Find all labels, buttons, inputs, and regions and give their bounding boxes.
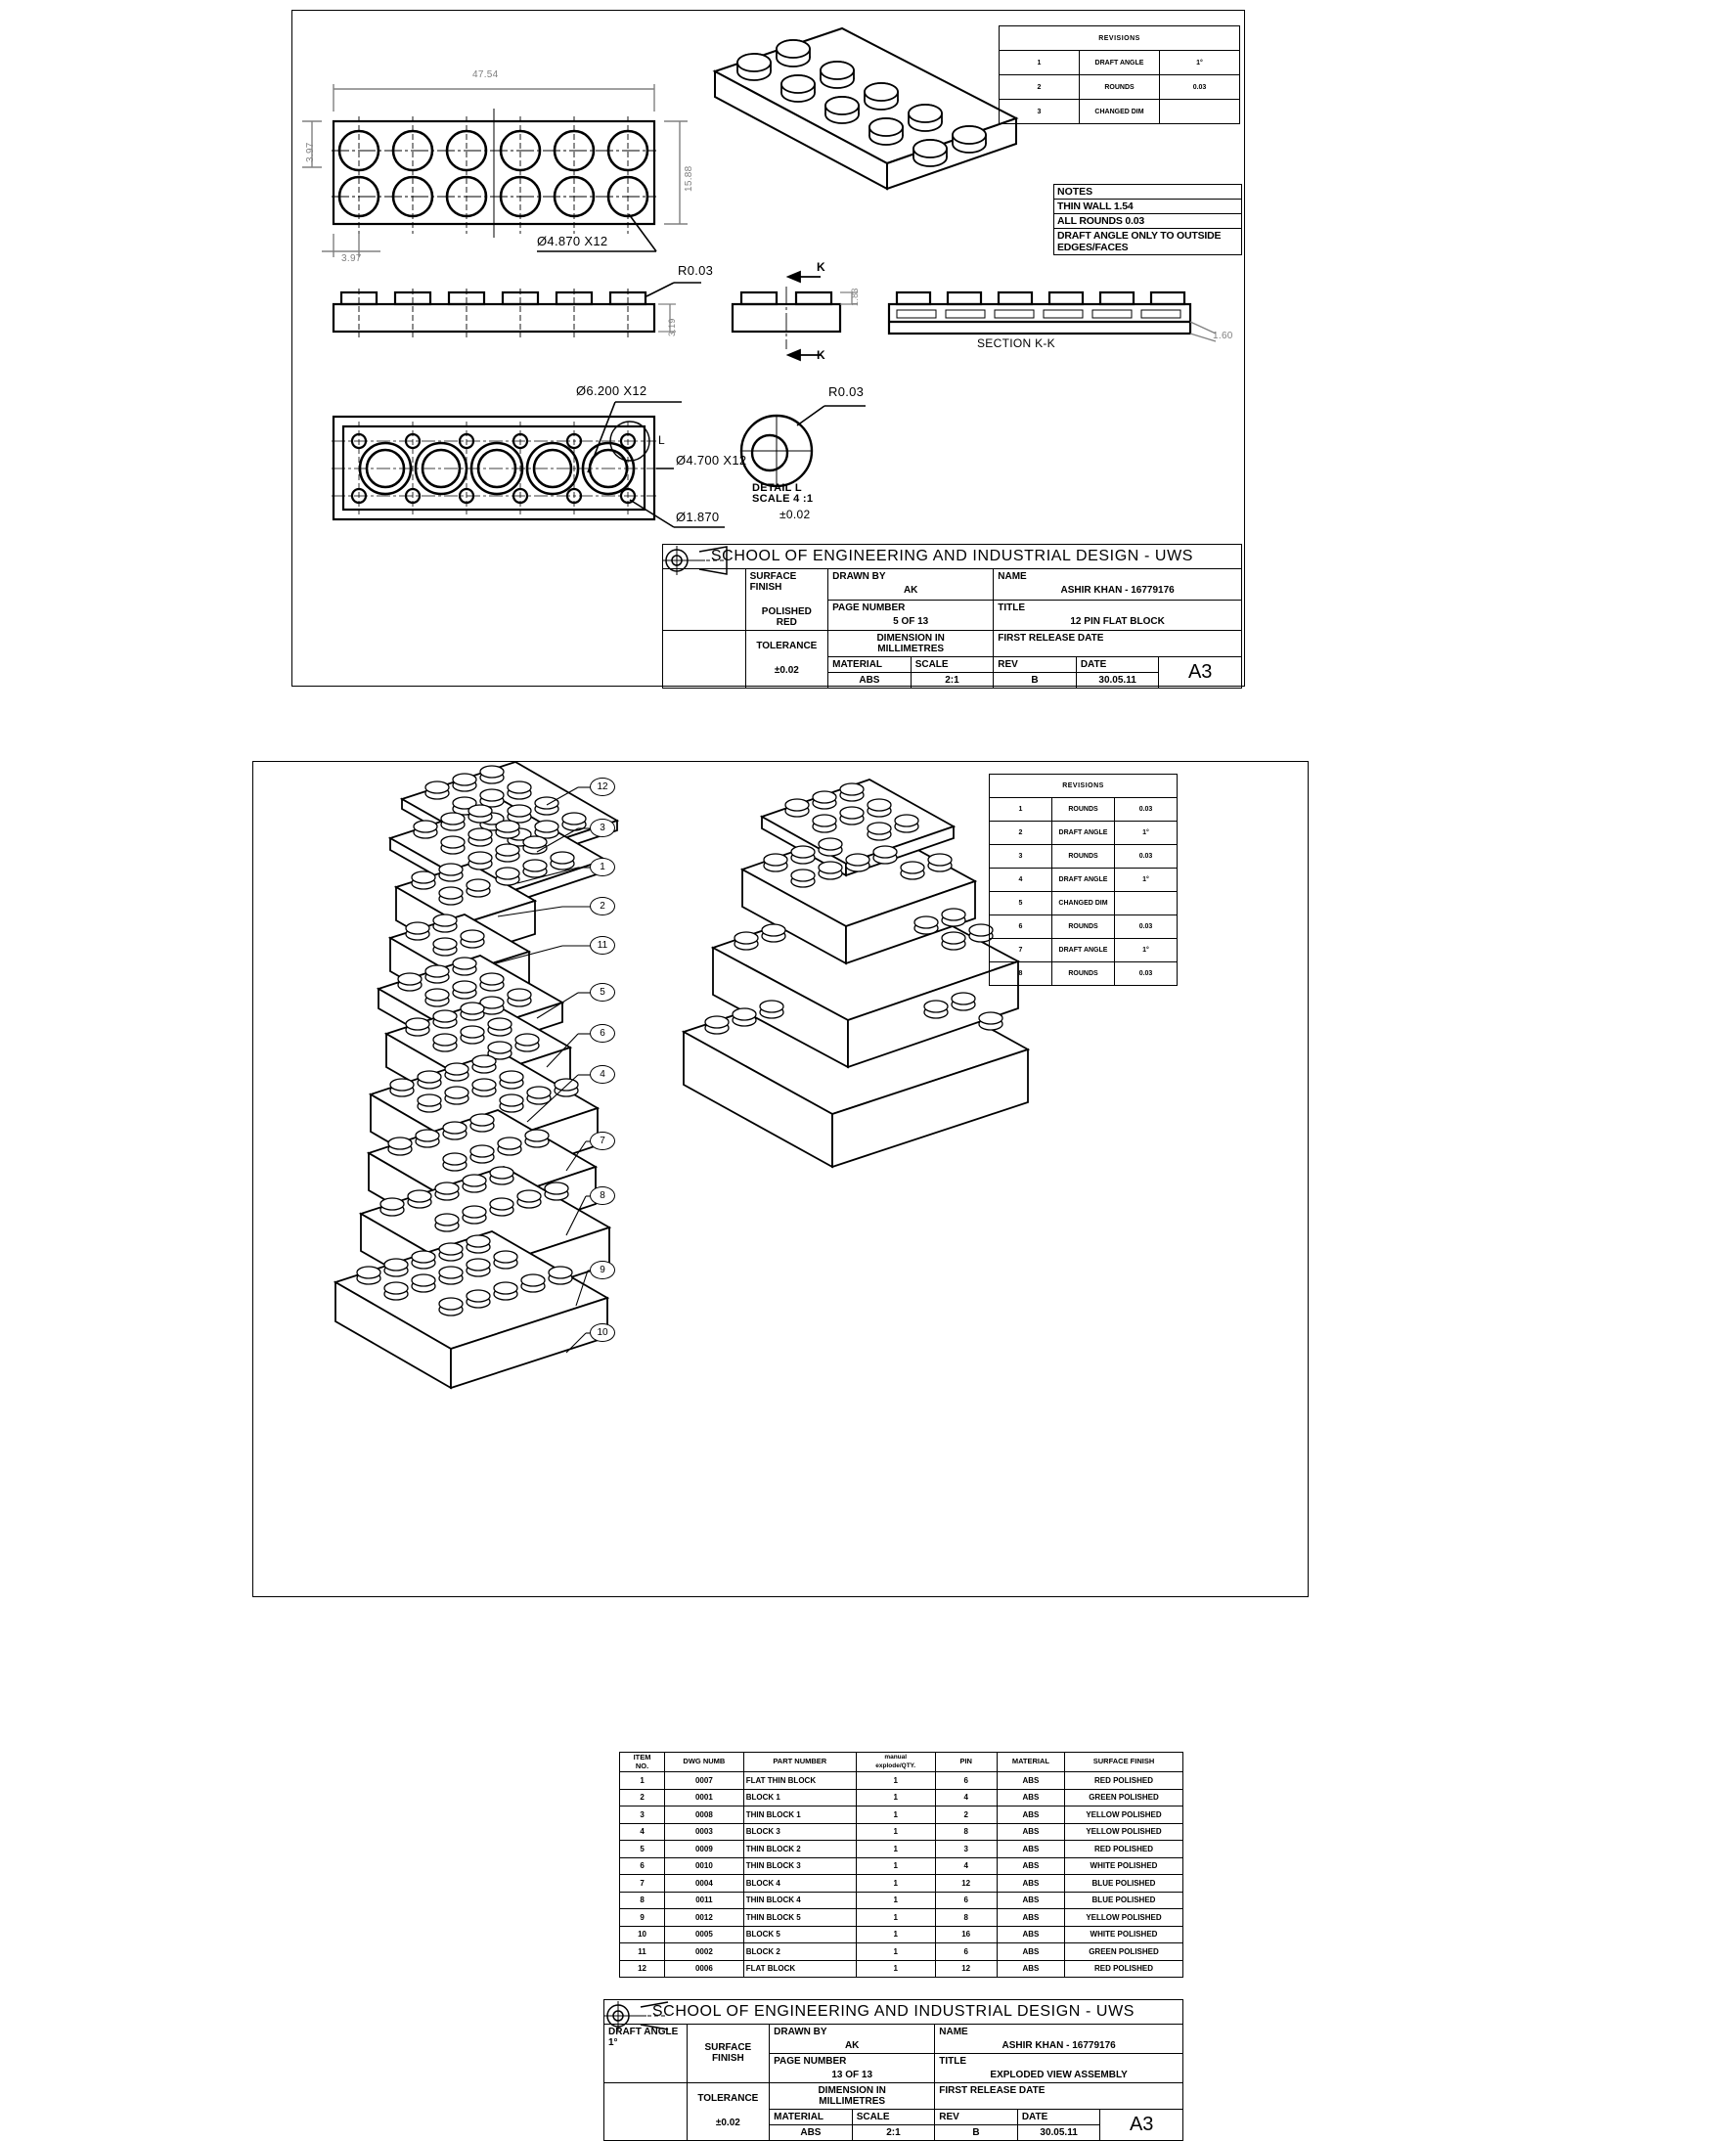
dim-boss-inner-diameter: Ø4.700 X12 [676, 453, 747, 468]
table-row [1000, 75, 1240, 100]
bom-part: BLOCK 1 [743, 1789, 856, 1806]
balloon-item: 9 [590, 1261, 615, 1279]
rev-label-cell: REV [994, 657, 1077, 673]
notes-header: NOTES [1054, 185, 1242, 200]
revision-value: 1° [1115, 822, 1178, 845]
draft-angle-label: DRAFT ANGLE [608, 2027, 679, 2037]
bom-finish: BLUE POLISHED [1064, 1892, 1182, 1909]
bom-part: THIN BLOCK 1 [743, 1806, 856, 1824]
bom-dwg: 0001 [665, 1789, 744, 1806]
dim-rib-height: 1.83 [850, 288, 860, 306]
bom-item: 4 [620, 1823, 665, 1841]
balloon-item: 4 [590, 1065, 615, 1084]
bom-pin: 8 [935, 1909, 997, 1927]
table-row [1000, 100, 1240, 124]
balloon-item: 11 [590, 936, 615, 955]
sheet-size: A3 [1100, 2110, 1183, 2141]
revision-value: 0.03 [1115, 845, 1178, 869]
note-line: ALL ROUNDS 0.03 [1054, 214, 1242, 229]
bom-material: ABS [997, 1841, 1064, 1858]
tolerance-cell [745, 631, 828, 689]
title-label: TITLE [998, 602, 1026, 613]
bom-item: 7 [620, 1875, 665, 1893]
dim-detail-tolerance: ±0.02 [779, 508, 811, 521]
name-value: ASHIR KHAN - 16779176 [1060, 585, 1175, 596]
balloon-item: 6 [590, 1024, 615, 1043]
table-row [990, 822, 1178, 845]
table-row [990, 915, 1178, 939]
drawn-by-cell [770, 2025, 935, 2054]
balloon-item: 7 [590, 1132, 615, 1150]
bom-finish: RED POLISHED [1064, 1960, 1182, 1978]
revision-value: 0.03 [1115, 798, 1178, 822]
revision-description: DRAFT ANGLE [1052, 939, 1115, 962]
title-block-sheet2 [603, 1999, 1183, 2141]
revision-description: DRAFT ANGLE [1052, 869, 1115, 892]
revision-number: 3 [1000, 100, 1080, 124]
notes-box [1053, 184, 1242, 255]
bom-item: 9 [620, 1909, 665, 1927]
bom-pin: 6 [935, 1772, 997, 1790]
table-row [620, 1960, 1183, 1978]
dimension-units-line1: DIMENSION IN [818, 2085, 886, 2096]
bom-material: ABS [997, 1789, 1064, 1806]
drawing-sheet-2 [252, 761, 1309, 2138]
revision-value: 0.03 [1160, 75, 1240, 100]
bom-pin: 4 [935, 1857, 997, 1875]
bom-dwg: 0011 [665, 1892, 744, 1909]
bom-material: ABS [997, 1823, 1064, 1841]
first-release-cell [994, 631, 1242, 657]
surface-finish-value-line2: RED [776, 617, 797, 628]
bom-qty: 1 [856, 1789, 935, 1806]
material-label-cell: MATERIAL [828, 657, 912, 673]
bom-qty: 1 [856, 1909, 935, 1927]
table-row [620, 1841, 1183, 1858]
revision-number: 5 [990, 892, 1052, 915]
scale-label-cell: SCALE [911, 657, 994, 673]
title-cell [994, 600, 1242, 631]
page-number-value: 5 OF 13 [893, 615, 929, 627]
table-row [620, 1857, 1183, 1875]
revision-number: 4 [990, 869, 1052, 892]
dim-stud-diameter: Ø4.870 X12 [537, 234, 608, 248]
dim-round-detail: R0.03 [828, 384, 865, 399]
bom-finish: WHITE POLISHED [1064, 1926, 1182, 1943]
revision-value: 1° [1115, 869, 1178, 892]
revision-description: ROUNDS [1052, 798, 1115, 822]
revision-number: 1 [1000, 51, 1080, 75]
section-kk-label: SECTION K-K [977, 336, 1055, 350]
revision-number: 2 [1000, 75, 1080, 100]
dim-overall-width: 15.88 [684, 165, 694, 192]
bom-pin: 12 [935, 1960, 997, 1978]
bom-dwg: 0003 [665, 1823, 744, 1841]
title-label: TITLE [939, 2056, 967, 2067]
bom-pin: 6 [935, 1892, 997, 1909]
tolerance-value: ±0.02 [774, 665, 799, 676]
bom-pin: 6 [935, 1943, 997, 1961]
table-row [620, 1909, 1183, 1927]
page-number-label: PAGE NUMBER [832, 602, 906, 613]
bom-finish: GREEN POLISHED [1064, 1943, 1182, 1961]
bom-finish: YELLOW POLISHED [1064, 1909, 1182, 1927]
table-row [620, 1943, 1183, 1961]
page-number-cell [770, 2054, 935, 2083]
dimension-units-line1: DIMENSION IN [876, 633, 945, 644]
bom-part: BLOCK 3 [743, 1823, 856, 1841]
surface-finish-cell [745, 569, 828, 631]
bom-dwg: 0006 [665, 1960, 744, 1978]
title-value: EXPLODED VIEW ASSEMBLY [990, 2070, 1128, 2080]
bom-pin: 2 [935, 1806, 997, 1824]
first-release-label: FIRST RELEASE DATE [998, 633, 1104, 644]
bom-item: 10 [620, 1926, 665, 1943]
bom-dwg: 0005 [665, 1926, 744, 1943]
table-row [990, 869, 1178, 892]
balloon-item: 3 [590, 819, 615, 837]
rev-label-cell: REV [935, 2110, 1018, 2125]
revision-value: 1° [1160, 51, 1240, 75]
drawn-by-value: AK [903, 585, 918, 596]
material-label-cell: MATERIAL [770, 2110, 853, 2125]
dimension-units-line2: MILLIMETRES [877, 644, 945, 654]
table-row [620, 1875, 1183, 1893]
table-row [990, 845, 1178, 869]
detail-l-scale: SCALE 4 :1 [752, 493, 814, 505]
dimension-units-cell [828, 631, 994, 657]
tolerance-cell [687, 2083, 770, 2141]
table-row [990, 892, 1178, 915]
drawn-by-label: DRAWN BY [832, 571, 886, 582]
bom-part: THIN BLOCK 2 [743, 1841, 856, 1858]
projection-symbol-cell [663, 631, 746, 689]
bom-item: 8 [620, 1892, 665, 1909]
title-block-sheet1 [662, 544, 1242, 689]
bom-dwg: 0007 [665, 1772, 744, 1790]
material-value: ABS [770, 2125, 853, 2141]
dim-boss-outer-diameter: Ø6.200 X12 [576, 383, 647, 398]
bom-qty: 1 [856, 1892, 935, 1909]
tolerance-value: ±0.02 [715, 2118, 740, 2128]
bom-part: THIN BLOCK 4 [743, 1892, 856, 1909]
revision-description: ROUNDS [1052, 915, 1115, 939]
table-row [990, 798, 1178, 822]
title-block-banner: SCHOOL OF ENGINEERING AND INDUSTRIAL DESIGN - UWS [663, 545, 1242, 569]
name-cell [935, 2025, 1183, 2054]
table-row [620, 1806, 1183, 1824]
bom-part: BLOCK 2 [743, 1943, 856, 1961]
table-row [620, 1789, 1183, 1806]
bom-pin: 8 [935, 1823, 997, 1841]
page-number-value: 13 OF 13 [831, 2070, 873, 2080]
tolerance-label: TOLERANCE [756, 641, 818, 651]
bom-header-part: PART NUMBER [743, 1753, 856, 1772]
bom-qty: 1 [856, 1926, 935, 1943]
revision-value: 0.03 [1115, 962, 1178, 986]
bom-dwg: 0008 [665, 1806, 744, 1824]
detail-l-marker: L [658, 433, 665, 447]
table-row [620, 1926, 1183, 1943]
bom-material: ABS [997, 1960, 1064, 1978]
bom-part: THIN BLOCK 3 [743, 1857, 856, 1875]
revision-description: CHANGED DIM [1080, 100, 1160, 124]
dim-edge-offset-vertical: 3.97 [305, 142, 316, 162]
bom-qty: 1 [856, 1823, 935, 1841]
revision-number: 7 [990, 939, 1052, 962]
bom-finish: GREEN POLISHED [1064, 1789, 1182, 1806]
projection-symbol-cell [604, 2083, 688, 2141]
revision-description: ROUNDS [1080, 75, 1160, 100]
bom-dwg: 0010 [665, 1857, 744, 1875]
dimension-units-cell [770, 2083, 935, 2110]
material-value: ABS [828, 673, 912, 689]
bom-material: ABS [997, 1926, 1064, 1943]
surface-finish-label: SURFACE FINISH [704, 2042, 752, 2064]
title-value: 12 PIN FLAT BLOCK [1070, 615, 1165, 627]
dim-round-top: R0.03 [678, 263, 714, 278]
bom-dwg: 0012 [665, 1909, 744, 1927]
bom-part: FLAT THIN BLOCK [743, 1772, 856, 1790]
date-label-cell: DATE [1076, 657, 1159, 673]
table-row [990, 962, 1178, 986]
title-cell [935, 2054, 1183, 2083]
dim-edge-offset-horizontal: 3.97 [341, 253, 362, 264]
bom-item: 11 [620, 1943, 665, 1961]
name-label: NAME [939, 2027, 968, 2037]
bom-part: BLOCK 4 [743, 1875, 856, 1893]
scale-value: 2:1 [852, 2125, 935, 2141]
surface-finish-cell [687, 2025, 770, 2083]
balloon-item: 8 [590, 1186, 615, 1205]
drawn-by-cell [828, 569, 994, 601]
bom-qty: 1 [856, 1943, 935, 1961]
dim-pin-diameter: Ø1.870 [676, 510, 720, 524]
bom-header-item: ITEM NO. [620, 1753, 665, 1772]
bom-part: BLOCK 5 [743, 1926, 856, 1943]
bom-dwg: 0002 [665, 1943, 744, 1961]
section-cut-label-top: K [817, 260, 825, 274]
sheet-size: A3 [1159, 657, 1242, 689]
bom-header-material: MATERIAL [997, 1753, 1064, 1772]
bom-finish: YELLOW POLISHED [1064, 1806, 1182, 1824]
dim-wall-thickness: 1.60 [1213, 331, 1233, 341]
bom-material: ABS [997, 1806, 1064, 1824]
drawing-sheet-1 [291, 10, 1245, 687]
section-cut-label-bottom: K [817, 348, 825, 362]
bom-qty: 1 [856, 1841, 935, 1858]
drawn-by-label: DRAWN BY [774, 2027, 827, 2037]
bom-item: 1 [620, 1772, 665, 1790]
table-row [620, 1772, 1183, 1790]
bom-qty: 1 [856, 1857, 935, 1875]
bom-finish: WHITE POLISHED [1064, 1857, 1182, 1875]
revision-number: 1 [990, 798, 1052, 822]
first-angle-projection-icon [667, 633, 741, 686]
page-number-cell [828, 600, 994, 631]
balloon-item: 12 [590, 778, 615, 796]
rev-value: B [935, 2125, 1018, 2141]
dim-overall-length: 47.54 [472, 69, 499, 80]
bom-finish: RED POLISHED [1064, 1841, 1182, 1858]
tolerance-label: TOLERANCE [697, 2093, 759, 2104]
revision-description: CHANGED DIM [1052, 892, 1115, 915]
dimension-units-line2: MILLIMETRES [819, 2096, 886, 2107]
bom-dwg: 0009 [665, 1841, 744, 1858]
bom-material: ABS [997, 1875, 1064, 1893]
name-cell [994, 569, 1242, 601]
revision-value [1115, 892, 1178, 915]
bom-part: THIN BLOCK 5 [743, 1909, 856, 1927]
bom-item: 2 [620, 1789, 665, 1806]
bom-pin: 3 [935, 1841, 997, 1858]
revision-number: 6 [990, 915, 1052, 939]
first-release-label: FIRST RELEASE DATE [939, 2085, 1046, 2096]
bom-header-dwg: DWG NUMB [665, 1753, 744, 1772]
revision-description: ROUNDS [1052, 962, 1115, 986]
scale-value: 2:1 [911, 673, 994, 689]
draft-angle-value: 1° [608, 2037, 618, 2048]
surface-finish-value-line1: POLISHED [761, 606, 812, 617]
bom-qty: 1 [856, 1960, 935, 1978]
bom-header-qty: manual explode/QTY. [856, 1753, 935, 1772]
revision-number: 2 [990, 822, 1052, 845]
bom-material: ABS [997, 1909, 1064, 1927]
bom-item: 12 [620, 1960, 665, 1978]
bom-finish: RED POLISHED [1064, 1772, 1182, 1790]
revision-number: 3 [990, 845, 1052, 869]
revision-value: 0.03 [1115, 915, 1178, 939]
bom-item: 3 [620, 1806, 665, 1824]
first-release-cell [935, 2083, 1183, 2110]
table-row [990, 939, 1178, 962]
revisions-table-sheet2 [989, 774, 1178, 986]
balloon-item: 2 [590, 897, 615, 915]
bom-header-pin: PIN [935, 1753, 997, 1772]
detail-l-label: DETAIL L [752, 482, 802, 494]
name-value: ASHIR KHAN - 16779176 [1002, 2040, 1116, 2051]
surface-finish-label: SURFACE FINISH [749, 571, 797, 593]
bom-material: ABS [997, 1772, 1064, 1790]
date-value: 30.05.11 [1076, 673, 1159, 689]
balloon-item: 5 [590, 983, 615, 1002]
table-row [620, 1892, 1183, 1909]
table-row [1000, 51, 1240, 75]
title-block-banner: SCHOOL OF ENGINEERING AND INDUSTRIAL DESIGN - UWS [604, 2000, 1183, 2025]
table-row [620, 1823, 1183, 1841]
date-value: 30.05.11 [1017, 2125, 1100, 2141]
note-line: DRAFT ANGLE ONLY TO OUTSIDE EDGES/FACES [1054, 229, 1242, 255]
bom-material: ABS [997, 1857, 1064, 1875]
bom-item: 5 [620, 1841, 665, 1858]
revision-description: DRAFT ANGLE [1080, 51, 1160, 75]
revisions-title: REVISIONS [1000, 26, 1240, 51]
first-angle-projection-icon [608, 2085, 683, 2138]
bom-pin: 12 [935, 1875, 997, 1893]
revisions-title: REVISIONS [990, 775, 1178, 798]
balloon-item: 1 [590, 858, 615, 876]
bom-material: ABS [997, 1943, 1064, 1961]
note-line: THIN WALL 1.54 [1054, 200, 1242, 214]
bom-pin: 16 [935, 1926, 997, 1943]
bom-qty: 1 [856, 1875, 935, 1893]
bom-material: ABS [997, 1892, 1064, 1909]
bill-of-materials-table [619, 1752, 1183, 1978]
table-header-row [620, 1753, 1183, 1772]
page-number-label: PAGE NUMBER [774, 2056, 847, 2067]
date-label-cell: DATE [1017, 2110, 1100, 2125]
revision-value: 1° [1115, 939, 1178, 962]
bom-qty: 1 [856, 1806, 935, 1824]
revision-description: ROUNDS [1052, 845, 1115, 869]
name-label: NAME [998, 571, 1027, 582]
bom-item: 6 [620, 1857, 665, 1875]
drawn-by-value: AK [844, 2040, 860, 2051]
bom-qty: 1 [856, 1772, 935, 1790]
revision-value [1160, 100, 1240, 124]
bom-header-finish: SURFACE FINISH [1064, 1753, 1182, 1772]
balloon-item: 10 [590, 1323, 615, 1342]
bom-dwg: 0004 [665, 1875, 744, 1893]
bom-finish: BLUE POLISHED [1064, 1875, 1182, 1893]
revision-number: 8 [990, 962, 1052, 986]
revisions-table-sheet1 [999, 25, 1240, 124]
bom-finish: YELLOW POLISHED [1064, 1823, 1182, 1841]
bom-pin: 4 [935, 1789, 997, 1806]
bom-part: FLAT BLOCK [743, 1960, 856, 1978]
rev-value: B [994, 673, 1077, 689]
scale-label-cell: SCALE [852, 2110, 935, 2125]
revision-description: DRAFT ANGLE [1052, 822, 1115, 845]
draft-angle-cell [604, 2025, 688, 2083]
dim-plate-thickness: 3.19 [667, 318, 677, 336]
